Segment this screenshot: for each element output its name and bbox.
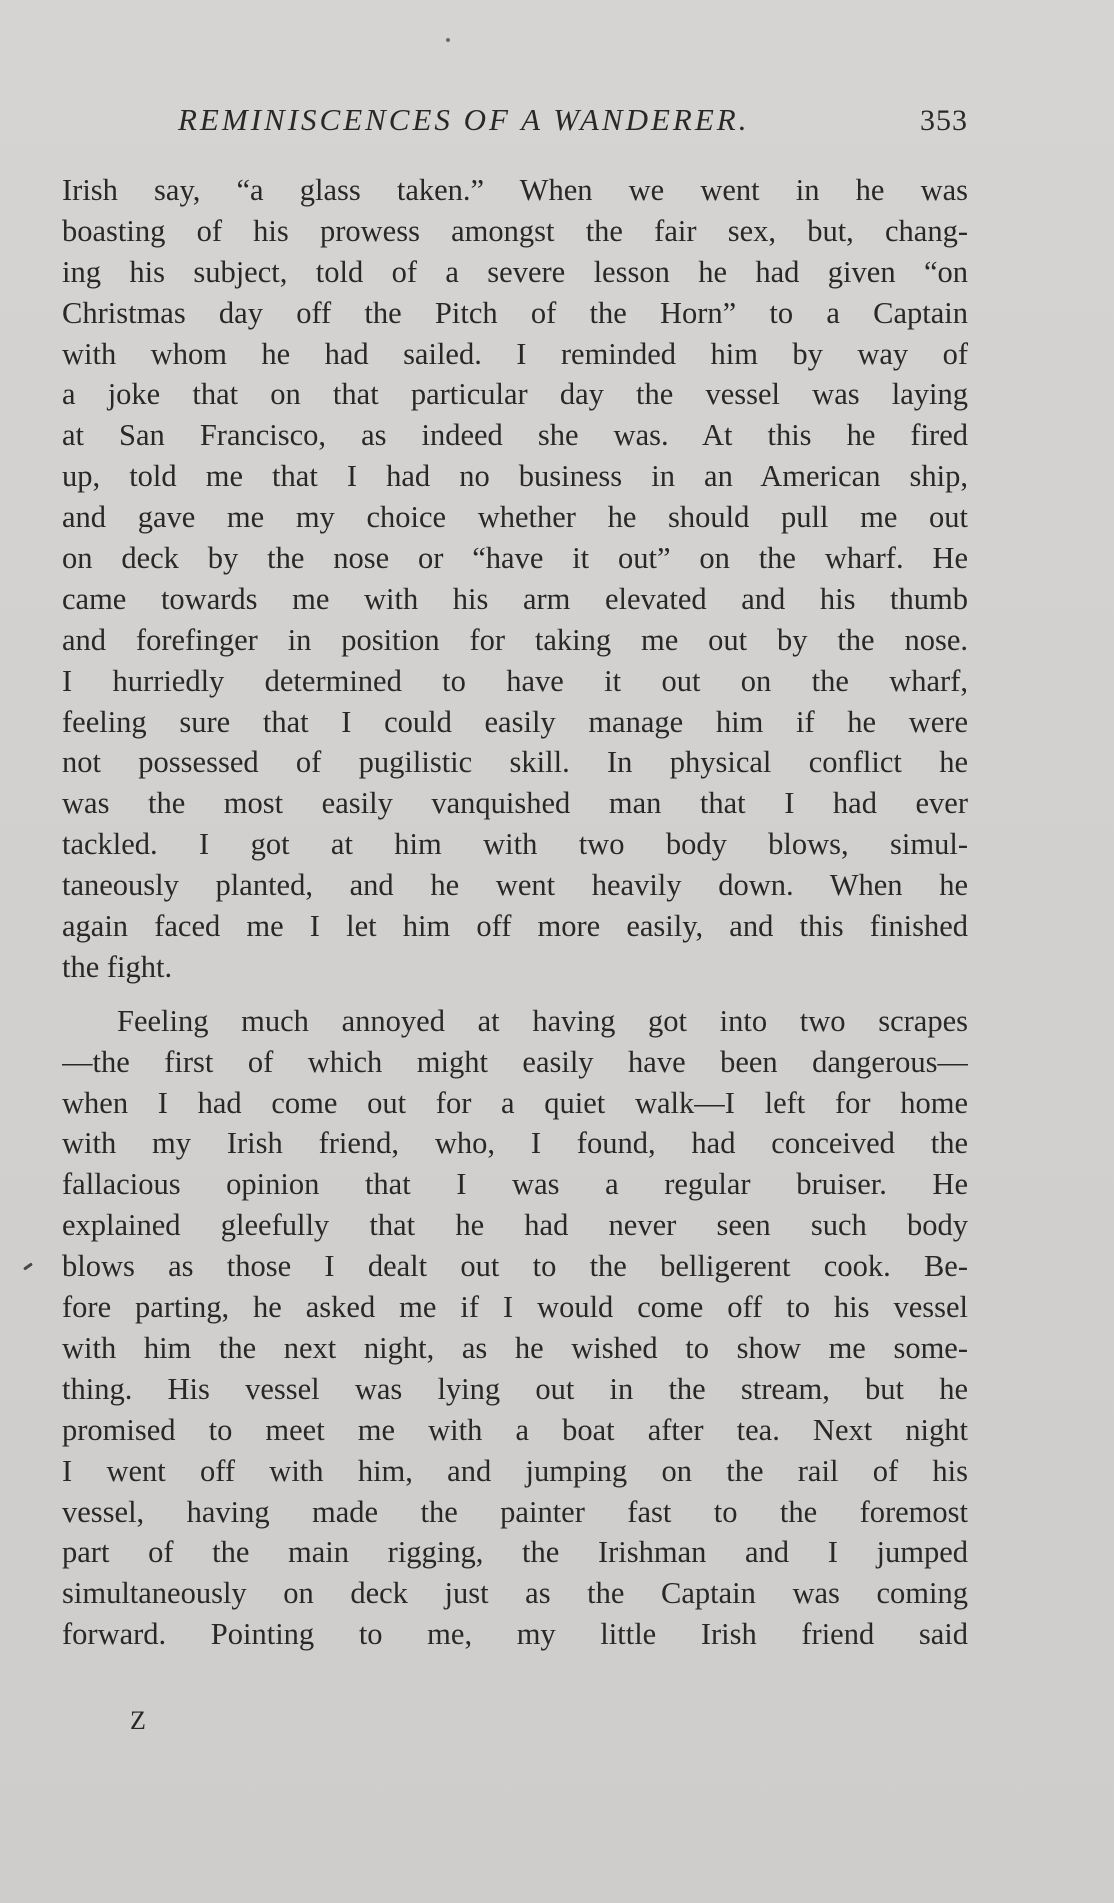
text-line: tackled. I got at him with two body blows, simul-	[62, 827, 968, 862]
running-title: REMINISCENCES OF A WANDERER.	[178, 102, 750, 137]
running-head	[178, 98, 968, 148]
text-line: a joke that on that particular day the vessel was laying	[62, 377, 968, 412]
text-line: was the most easily vanquished man that I had ever	[62, 786, 968, 821]
text-line: with whom he had sailed. I reminded him by way of	[62, 336, 968, 371]
text-line: the fight.	[62, 949, 173, 984]
text-line: explained gleefully that he had never seen such body	[62, 1208, 968, 1243]
text-line: up, told me that I had no business in an American ship,	[62, 459, 968, 494]
text-line: fore parting, he asked me if I would come off to his vessel	[62, 1290, 968, 1325]
text-line: at San Francisco, as indeed she was. At this he fired	[62, 418, 968, 453]
paragraph-1	[62, 170, 968, 988]
text-line: with my Irish friend, who, I found, had conceived the	[62, 1126, 968, 1161]
margin-ink-mark	[23, 1262, 33, 1270]
signature-mark: Z	[130, 1706, 146, 1735]
text-line: I went off with him, and jumping on the rail of his	[62, 1453, 968, 1488]
text-line: again faced me I let him off more easily, and this finished	[62, 909, 968, 944]
text-line: part of the main rigging, the Irishman and I jumped	[62, 1535, 968, 1570]
text-line: simultaneously on deck just as the Captain was coming	[62, 1576, 968, 1611]
text-line: promised to meet me with a boat after tea. Next night	[62, 1412, 968, 1447]
text-line: taneously planted, and he went heavily down. When he	[62, 868, 968, 903]
text-line: fallacious opinion that I was a regular bruiser. He	[62, 1167, 968, 1202]
paragraph-gap	[62, 988, 968, 1001]
ink-speck	[446, 38, 450, 42]
text-line: with him the next night, as he wished to show me some-	[62, 1330, 968, 1365]
text-line: boasting of his prowess amongst the fair sex, but, chang-	[62, 213, 968, 248]
text-line: thing. His vessel was lying out in the stream, but he	[62, 1371, 968, 1406]
text-line: not possessed of pugilistic skill. In physical conflict he	[62, 745, 968, 780]
text-line: —the first of which might easily have been dangerous—	[62, 1044, 968, 1079]
text-line: blows as those I dealt out to the belligerent cook. Be-	[62, 1249, 968, 1284]
text-line: Christmas day off the Pitch of the Horn” to a Captain	[62, 295, 968, 330]
text-line: on deck by the nose or “have it out” on the wharf. He	[62, 541, 968, 576]
text-line: and gave me my choice whether he should pull me out	[62, 500, 968, 535]
text-line: ing his subject, told of a severe lesson he had given “on	[62, 254, 968, 289]
text-line: forward. Pointing to me, my little Irish friend said	[62, 1617, 968, 1652]
text-line: came towards me with his arm elevated and his thumb	[62, 581, 968, 616]
text-line: Feeling much annoyed at having got into two scrapes	[117, 1003, 968, 1038]
text-line: feeling sure that I could easily manage him if he were	[62, 704, 968, 739]
paragraph-2	[62, 1001, 968, 1655]
body-text	[62, 170, 968, 1655]
text-line: I hurriedly determined to have it out on the wharf,	[62, 663, 968, 698]
text-line: when I had come out for a quiet walk—I left for home	[62, 1085, 968, 1120]
text-line: Irish say, “a glass taken.” When we went in he was	[62, 173, 968, 207]
text-line: vessel, having made the painter fast to the foremost	[62, 1494, 968, 1529]
page-number: 353	[920, 104, 968, 137]
text-line: and forefinger in position for taking me out by the nose.	[62, 622, 968, 657]
